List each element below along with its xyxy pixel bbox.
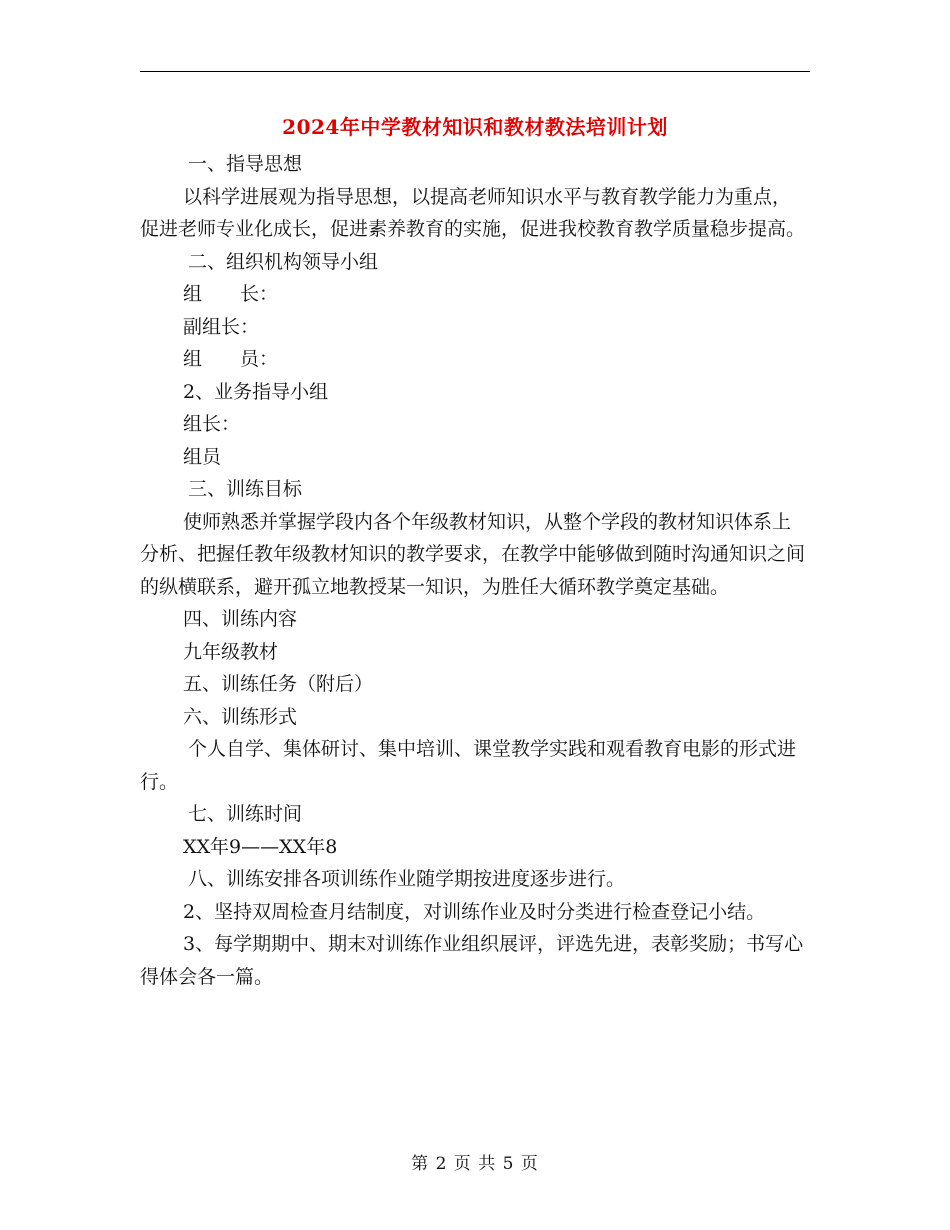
paragraph-semester-review: 3、每学期期中、期末对训练作业组织展评，评选先进，表彰奖励；书写心得体会各一篇。: [140, 933, 804, 988]
heading-training-form: 六、训练形式: [183, 705, 298, 728]
line-grade-nine-materials: 九年级教材: [183, 640, 279, 663]
document-body: [140, 148, 808, 993]
line-training-period: XX年9——XX年8: [183, 835, 338, 858]
heading-training-tasks: 五、训练任务（附后）: [183, 673, 374, 695]
line-group-leader: 组 长：: [183, 283, 279, 305]
heading-training-time: 七、训练时间: [188, 803, 303, 825]
heading-guiding-ideology: 一、指导思想: [188, 153, 303, 175]
paragraph-biweekly-check: 2、坚持双周检查月结制度，对训练作业及时分类进行检查登记小结。: [183, 900, 766, 923]
line-group-members: 组 员：: [183, 348, 279, 370]
document-title: 2024年中学教材知识和教材教法培训计划: [282, 115, 668, 139]
heading-training-content: 四、训练内容: [183, 608, 298, 630]
line-leader: 组长：: [183, 413, 241, 435]
page-number-footer: 第 2 页 共 5 页: [411, 1154, 539, 1174]
header-rule: [140, 71, 810, 72]
paragraph-training-goals: 使师熟悉并掌握学段内各个年级教材知识，从整个学段的教材知识体系上分析、把握任教年级教材知识的教学要求，在教学中能够做到随时沟通知识之间的纵横联系，避开孤立地教授某一知识，为胜任大循环教学奠定基础。: [140, 510, 806, 598]
line-business-guidance-group: 2、业务指导小组: [183, 380, 329, 403]
line-deputy-leader: 副组长：: [183, 315, 260, 338]
paragraph-training-form: 个人自学、集体研讨、集中培训、课堂教学实践和观看教育电影的形式进行。: [140, 738, 797, 793]
heading-organization: 二、组织机构领导小组: [188, 250, 379, 273]
line-members: 组员: [183, 445, 222, 468]
heading-training-arrangement: 八、训练安排各项训练作业随学期按进度逐步进行。: [188, 868, 626, 890]
paragraph-guiding-ideology: 以科学进展观为指导思想，以提高老师知识水平与教育教学能力为重点，促进老师专业化成长，促进素养教育的实施，促进我校教育教学质量稳步提高。: [140, 185, 806, 240]
heading-training-goals: 三、训练目标: [188, 478, 303, 500]
